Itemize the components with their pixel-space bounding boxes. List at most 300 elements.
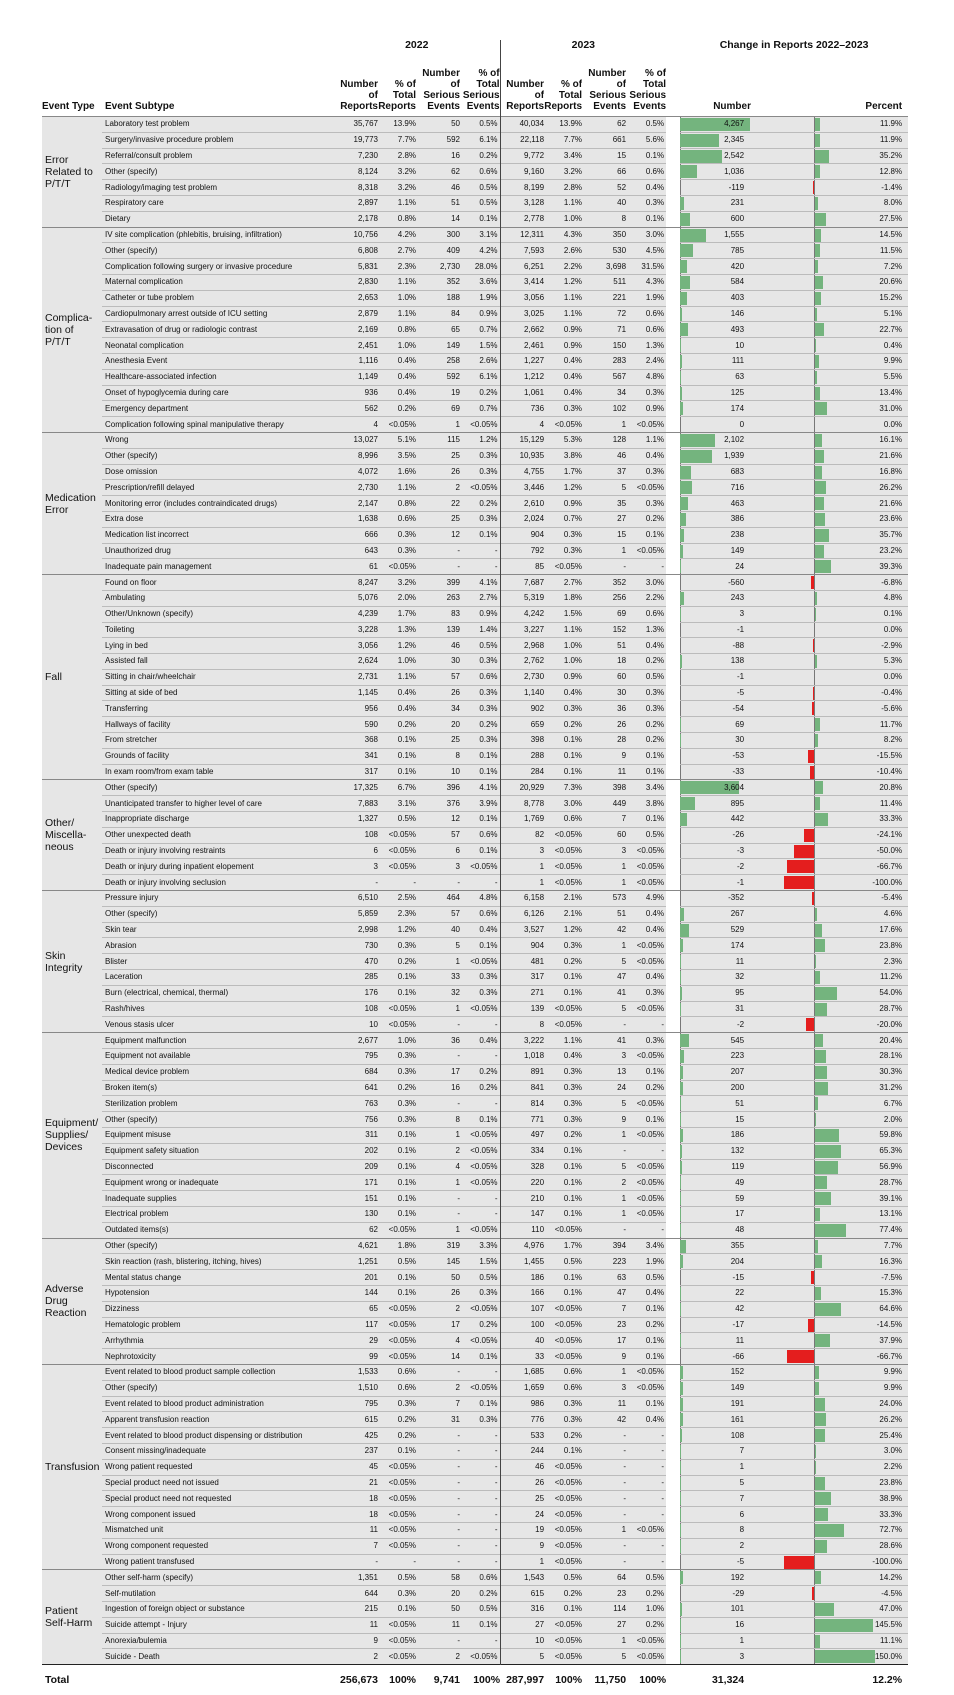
reports-2023-cell: 82 — [500, 827, 544, 843]
reports-2022-cell: 202 — [334, 1143, 378, 1159]
pct-reports-2023-cell: <0.05% — [544, 1349, 582, 1365]
serious-2022-cell: 258 — [416, 353, 460, 369]
change-percent-value: 11.7% — [880, 719, 903, 729]
reports-2022-cell: 2,624 — [334, 654, 378, 670]
event-subtype-cell: Sterilization problem — [102, 1096, 334, 1112]
change-percent-value: 64.6% — [879, 1304, 903, 1314]
serious-2023-cell: 15 — [582, 148, 626, 164]
table-row — [42, 180, 908, 196]
change-number-cell — [680, 764, 784, 780]
change-number-cell — [680, 590, 784, 606]
pct-serious-2023-cell: <0.05% — [626, 1649, 666, 1665]
table-row — [42, 1491, 908, 1507]
increase-bar — [680, 134, 718, 147]
increase-bar — [680, 924, 689, 937]
serious-2023-cell: 1 — [582, 1128, 626, 1144]
spacer-cell — [666, 701, 680, 717]
reports-2023-cell: 1 — [500, 875, 544, 891]
change-number-cell — [680, 543, 784, 559]
pct-serious-2023-cell: <0.05% — [626, 954, 666, 970]
pct-serious-2022-cell: 3.9% — [460, 796, 500, 812]
change-percent-value: 13.4% — [879, 387, 903, 397]
table-row — [42, 195, 908, 211]
serious-2022-cell: 1 — [416, 1175, 460, 1191]
pct-serious-2022-cell: 0.1% — [460, 1617, 500, 1633]
decrease-bar — [794, 845, 814, 858]
spacer-cell — [666, 1333, 680, 1349]
reports-2022-cell: 61 — [334, 559, 378, 575]
axis-line — [680, 875, 681, 890]
increase-bar — [815, 1619, 873, 1632]
pct-reports-2023-cell: 1.5% — [544, 606, 582, 622]
change-percent-cell — [784, 1096, 908, 1112]
serious-2023-cell: 41 — [582, 1033, 626, 1049]
axis-line — [680, 180, 681, 195]
change-percent-value: 4.8% — [883, 593, 903, 603]
total-value: 100% — [460, 1665, 500, 1695]
serious-2022-cell: - — [416, 1017, 460, 1033]
change-percent-value: -20.0% — [876, 1019, 903, 1029]
reports-2023-cell: 7,687 — [500, 575, 544, 591]
reports-2023-cell: 481 — [500, 954, 544, 970]
serious-2023-cell: 150 — [582, 338, 626, 354]
pct-reports-2022-cell: 0.1% — [378, 970, 416, 986]
serious-2022-cell: 57 — [416, 669, 460, 685]
pct-serious-2023-cell: - — [626, 1443, 666, 1459]
change-percent-value: 9.9% — [883, 356, 903, 366]
reports-2023-cell: 841 — [500, 1080, 544, 1096]
change-percent-cell — [784, 1112, 908, 1128]
change-number-cell — [680, 496, 784, 512]
event-subtype-cell: Death or injury involving seclusion — [102, 875, 334, 891]
reports-2022-cell: 35,767 — [334, 117, 378, 133]
pct-serious-2023-cell: 0.4% — [626, 448, 666, 464]
serious-2023-cell: 3 — [582, 843, 626, 859]
change-percent-value: 20.8% — [879, 782, 903, 792]
change-number-value: 785 — [730, 245, 745, 255]
increase-bar — [680, 987, 682, 1000]
pct-serious-2023-cell: <0.05% — [626, 938, 666, 954]
axis-line — [680, 417, 681, 432]
change-percent-value: 39.1% — [879, 1193, 903, 1203]
change-percent-cell — [784, 543, 908, 559]
reports-2022-cell: 10,756 — [334, 227, 378, 243]
increase-bar — [680, 276, 690, 289]
serious-2023-cell: 1 — [582, 938, 626, 954]
increase-bar — [680, 1082, 683, 1095]
serious-2022-cell: 149 — [416, 338, 460, 354]
serious-2022-cell: 399 — [416, 575, 460, 591]
change-number-cell — [680, 1049, 784, 1065]
pct-serious-2022-cell: - — [460, 1538, 500, 1554]
change-number-value: -15 — [732, 1272, 745, 1282]
axis-line — [814, 701, 815, 716]
change-number-cell — [680, 1159, 784, 1175]
increase-bar — [680, 1255, 683, 1268]
table-row — [42, 480, 908, 496]
pct-reports-2022-cell: 1.3% — [378, 622, 416, 638]
pct-reports-2022-cell: 2.3% — [378, 906, 416, 922]
spacer-cell — [666, 764, 680, 780]
increase-bar — [680, 592, 684, 605]
pct-reports-2023-cell: 1.2% — [544, 922, 582, 938]
pct-reports-2023-cell: <0.05% — [544, 843, 582, 859]
reports-2022-cell: 215 — [334, 1601, 378, 1617]
change-percent-value: 77.4% — [879, 1225, 903, 1235]
change-percent-value: 7.7% — [883, 1240, 903, 1250]
pct-serious-2023-cell: 0.1% — [626, 1396, 666, 1412]
serious-2023-cell: - — [582, 1507, 626, 1523]
decrease-bar — [784, 1556, 814, 1569]
reports-2023-cell: 2,968 — [500, 638, 544, 654]
pct-serious-2022-cell: 0.2% — [460, 385, 500, 401]
change-number-cell — [680, 748, 784, 764]
pct-reports-2022-cell: 0.3% — [378, 1064, 416, 1080]
serious-2023-cell: 9 — [582, 1112, 626, 1128]
spacer-cell — [666, 306, 680, 322]
pct-serious-2023-cell: <0.05% — [626, 1633, 666, 1649]
change-percent-value: 5.3% — [883, 656, 903, 666]
change-percent-value: 26.2% — [879, 1414, 903, 1424]
change-percent-value: -6.8% — [881, 577, 903, 587]
spacer-cell — [666, 1317, 680, 1333]
event-subtype-cell: Sitting in chair/wheelchair — [102, 669, 334, 685]
reports-2022-cell: 130 — [334, 1206, 378, 1222]
event-subtype-cell: Unauthorized drug — [102, 543, 334, 559]
reports-2023-cell: 1,543 — [500, 1570, 544, 1586]
pct-serious-2023-cell: 0.1% — [626, 812, 666, 828]
change-percent-value: 28.1% — [879, 1051, 903, 1061]
serious-2023-cell: 60 — [582, 669, 626, 685]
serious-2022-cell: 188 — [416, 290, 460, 306]
pct-serious-2022-cell: 0.2% — [460, 717, 500, 733]
increase-bar — [680, 813, 687, 826]
serious-2023-cell: 352 — [582, 575, 626, 591]
pct-reports-2022-cell: 1.8% — [378, 1238, 416, 1254]
increase-bar — [680, 1176, 681, 1189]
pct-reports-2023-cell: 0.3% — [544, 1064, 582, 1080]
change-percent-value: 11.5% — [880, 245, 903, 255]
table-row — [42, 606, 908, 622]
axis-line — [814, 417, 815, 432]
pct-reports-2022-cell: <0.05% — [378, 1507, 416, 1523]
change-percent-cell — [784, 922, 908, 938]
table-row — [42, 669, 908, 685]
serious-2022-cell: 14 — [416, 211, 460, 227]
pct-serious-2022-cell: 0.1% — [460, 748, 500, 764]
reports-2023-cell: 284 — [500, 764, 544, 780]
axis-line — [680, 859, 681, 874]
pct-reports-2023-cell: 0.1% — [544, 748, 582, 764]
reports-2022-cell: 562 — [334, 401, 378, 417]
change-percent-cell — [784, 1317, 908, 1333]
reports-2022-cell: 108 — [334, 1001, 378, 1017]
pct-serious-2023-cell: - — [626, 1554, 666, 1570]
spacer-cell — [666, 575, 680, 591]
table-row — [42, 875, 908, 891]
spacer-cell — [666, 891, 680, 907]
change-percent-cell — [784, 875, 908, 891]
increase-bar — [815, 955, 816, 968]
pct-serious-2023-cell: <0.05% — [626, 480, 666, 496]
increase-bar — [815, 165, 820, 178]
change-percent-cell — [784, 859, 908, 875]
serious-2022-cell: 19 — [416, 385, 460, 401]
event-subtype-cell: Medication list incorrect — [102, 527, 334, 543]
change-number-value: 174 — [730, 940, 745, 950]
pct-reports-2023-cell: 0.2% — [544, 954, 582, 970]
table-row — [42, 1064, 908, 1080]
serious-2023-cell: 28 — [582, 733, 626, 749]
event-subtype-cell: Transferring — [102, 701, 334, 717]
reports-2022-cell: 684 — [334, 1064, 378, 1080]
table-row — [42, 353, 908, 369]
reports-2023-cell: 220 — [500, 1175, 544, 1191]
reports-2023-cell: 2,778 — [500, 211, 544, 227]
reports-2022-cell: 590 — [334, 717, 378, 733]
reports-2022-cell: 6,808 — [334, 243, 378, 259]
event-subtype-cell: Wrong patient transfused — [102, 1554, 334, 1570]
pct-reports-2023-cell: <0.05% — [544, 1475, 582, 1491]
pct-serious-2022-cell: 3.1% — [460, 227, 500, 243]
serious-2023-cell: 30 — [582, 685, 626, 701]
change-number-cell — [680, 243, 784, 259]
pct-serious-2023-cell: 0.4% — [626, 906, 666, 922]
decrease-bar — [808, 1319, 814, 1332]
pct-reports-2022-cell: 1.0% — [378, 290, 416, 306]
increase-bar — [680, 1650, 681, 1663]
pct-serious-2022-cell: 0.3% — [460, 985, 500, 1001]
pct-serious-2023-cell: 3.4% — [626, 1238, 666, 1254]
pct-serious-2023-cell: 1.3% — [626, 622, 666, 638]
increase-bar — [680, 1034, 689, 1047]
serious-2023-cell: 23 — [582, 1586, 626, 1602]
serious-2023-cell: 1 — [582, 1364, 626, 1380]
pct-reports-2022-cell: <0.05% — [378, 1491, 416, 1507]
table-row — [42, 322, 908, 338]
event-type-header: Event Type — [42, 101, 95, 112]
change-number-cell — [680, 733, 784, 749]
change-number-cell — [680, 827, 784, 843]
change-number-value: 132 — [730, 1146, 745, 1156]
pct-reports-2023-cell: 3.2% — [544, 164, 582, 180]
serious-2022-cell: 26 — [416, 685, 460, 701]
increase-bar — [680, 1635, 681, 1648]
increase-bar — [680, 1413, 683, 1426]
axis-line — [814, 1270, 815, 1285]
change-number-cell — [680, 195, 784, 211]
change-percent-cell — [784, 1349, 908, 1365]
serious-2023-cell: 2 — [582, 1175, 626, 1191]
serious-2023-cell: 37 — [582, 464, 626, 480]
pct-serious-2023-cell: 1.9% — [626, 1254, 666, 1270]
increase-bar — [815, 987, 837, 1000]
pct-serious-2022-cell: 0.6% — [460, 906, 500, 922]
pct-reports-2023-cell: 0.2% — [544, 1586, 582, 1602]
pct-reports-2022-cell: <0.05% — [378, 1017, 416, 1033]
increase-bar — [815, 1192, 831, 1205]
increase-bar — [680, 1161, 682, 1174]
pct-serious-2022-cell: 0.6% — [460, 827, 500, 843]
change-number-cell — [680, 227, 784, 243]
spacer-cell — [666, 117, 680, 133]
serious-2023-cell: 394 — [582, 1238, 626, 1254]
pct-reports-2022-cell: 1.1% — [378, 195, 416, 211]
change-percent-cell — [784, 1570, 908, 1586]
serious-2022-cell: 409 — [416, 243, 460, 259]
change-percent-cell — [784, 1491, 908, 1507]
event-subtype-cell: Radiology/imaging test problem — [102, 180, 334, 196]
table-row — [42, 1522, 908, 1538]
pct-serious-2023-cell: 0.1% — [626, 1064, 666, 1080]
change-percent-value: 2.3% — [883, 956, 903, 966]
axis-line — [680, 1318, 681, 1333]
axis-line — [814, 1318, 815, 1333]
axis-line — [814, 1017, 815, 1032]
change-number-cell — [680, 1064, 784, 1080]
change-number-value: 3,604 — [724, 782, 745, 792]
event-subtype-cell: In exam room/from exam table — [102, 764, 334, 780]
change-number-value: -3 — [736, 846, 745, 856]
pct-serious-2023-cell: 3.4% — [626, 780, 666, 796]
increase-bar — [815, 434, 821, 447]
change-percent-cell — [784, 843, 908, 859]
reports-2023-cell: 9 — [500, 1538, 544, 1554]
serious-2022-cell: 50 — [416, 117, 460, 133]
pct-serious-2022-cell: 0.2% — [460, 1080, 500, 1096]
change-percent-cell — [784, 733, 908, 749]
serious-2022-cell: - — [416, 1096, 460, 1112]
table-row — [42, 1586, 908, 1602]
axis-line — [680, 749, 681, 764]
decrease-bar — [812, 702, 814, 715]
pct-serious-2022-cell: 0.3% — [460, 701, 500, 717]
pct-serious-2022-cell: - — [460, 875, 500, 891]
pct-serious-2023-cell: 0.1% — [626, 211, 666, 227]
change-percent-cell — [784, 1206, 908, 1222]
pct-serious-2022-cell: 0.1% — [460, 527, 500, 543]
increase-bar — [815, 908, 817, 921]
change-percent-cell — [784, 432, 908, 448]
increase-bar — [680, 339, 681, 352]
pct-reports-2023-cell: 0.4% — [544, 1049, 582, 1065]
change-percent-cell — [784, 1601, 908, 1617]
pct-reports-2022-cell: 3.5% — [378, 448, 416, 464]
event-subtype-cell: Other self-harm (specify) — [102, 1570, 334, 1586]
serious-2022-cell: 12 — [416, 812, 460, 828]
serious-2023-cell: 221 — [582, 290, 626, 306]
increase-bar — [680, 402, 683, 415]
table-row — [42, 511, 908, 527]
pct-reports-2023-cell: 2.1% — [544, 891, 582, 907]
increase-bar — [680, 560, 681, 573]
table-row — [42, 464, 908, 480]
event-subtype-cell: Assisted fall — [102, 654, 334, 670]
reports-2023-cell: 615 — [500, 1586, 544, 1602]
change-number-cell — [680, 1206, 784, 1222]
spacer-cell — [666, 1285, 680, 1301]
spacer-cell — [666, 290, 680, 306]
pct-serious-2023-cell: - — [626, 1459, 666, 1475]
spacer-cell — [666, 1538, 680, 1554]
pct-serious-2023-cell: 4.9% — [626, 891, 666, 907]
increase-bar — [680, 1382, 682, 1395]
reports-2023-cell: 736 — [500, 401, 544, 417]
serious-2022-cell: 5 — [416, 938, 460, 954]
reports-2023-cell: 40,034 — [500, 117, 544, 133]
pct-serious-2022-cell: 0.3% — [460, 448, 500, 464]
increase-bar — [680, 1287, 681, 1300]
serious-2023-cell: 7 — [582, 1301, 626, 1317]
pct-serious-2023-cell: 0.2% — [626, 511, 666, 527]
pct-serious-2022-cell: - — [460, 1428, 500, 1444]
table-row — [42, 575, 908, 591]
pct-serious-2023-cell: 0.5% — [626, 1270, 666, 1286]
event-subtype-cell: Hypotension — [102, 1285, 334, 1301]
spacer-cell — [666, 1428, 680, 1444]
reports-2022-cell: 641 — [334, 1080, 378, 1096]
pct-serious-2023-cell: - — [626, 1491, 666, 1507]
increase-bar — [680, 292, 687, 305]
change-percent-value: 0.0% — [883, 419, 903, 429]
change-number-value: -1 — [736, 877, 745, 887]
increase-bar — [680, 165, 697, 178]
change-number-cell — [680, 654, 784, 670]
serious-2023-cell: - — [582, 1475, 626, 1491]
reports-2023-cell: 1,659 — [500, 1380, 544, 1396]
increase-bar — [680, 1508, 681, 1521]
pct-serious-2022-cell: 0.6% — [460, 164, 500, 180]
change-percent-cell — [784, 148, 908, 164]
decrease-bar — [813, 181, 814, 194]
reports-2023-cell: 8 — [500, 1017, 544, 1033]
pct-reports-2023-cell: 0.2% — [544, 717, 582, 733]
reports-2022-cell: 6,510 — [334, 891, 378, 907]
increase-bar — [680, 1334, 681, 1347]
pct-reports-2022-cell: 0.6% — [378, 1380, 416, 1396]
change-percent-value: 13.1% — [879, 1209, 903, 1219]
reports-2022-cell: 17,325 — [334, 780, 378, 796]
pct-reports-2022-cell: 0.8% — [378, 211, 416, 227]
table-row — [42, 243, 908, 259]
reports-2022-cell: 470 — [334, 954, 378, 970]
serious-2023-cell: 69 — [582, 606, 626, 622]
event-subtype-cell: Extravasation of drug or radiologic contrast — [102, 322, 334, 338]
pct-serious-2022-cell: - — [460, 1017, 500, 1033]
pct-reports-2022-cell: <0.05% — [378, 1349, 416, 1365]
num-serious-2022-header: Number of Serious Events — [422, 68, 460, 112]
pct-reports-2022-cell: 0.2% — [378, 401, 416, 417]
spacer-cell — [666, 780, 680, 796]
change-number-cell — [680, 717, 784, 733]
increase-bar — [680, 481, 692, 494]
increase-bar — [815, 734, 818, 747]
pct-reports-2023-cell: 0.2% — [544, 1428, 582, 1444]
reports-2023-cell: 316 — [500, 1601, 544, 1617]
change-number-cell — [680, 1617, 784, 1633]
serious-2022-cell: 115 — [416, 432, 460, 448]
pct-serious-2022-cell: 0.4% — [460, 922, 500, 938]
increase-bar — [815, 276, 823, 289]
change-number-cell — [680, 1380, 784, 1396]
serious-2023-cell: 398 — [582, 780, 626, 796]
increase-bar — [680, 1303, 681, 1316]
pct-serious-2023-cell: <0.05% — [626, 843, 666, 859]
pct-serious-2023-cell: 0.3% — [626, 496, 666, 512]
change-number-cell — [680, 1333, 784, 1349]
event-type-cell: Skin Integrity — [42, 891, 102, 1033]
reports-2022-cell: 2,178 — [334, 211, 378, 227]
